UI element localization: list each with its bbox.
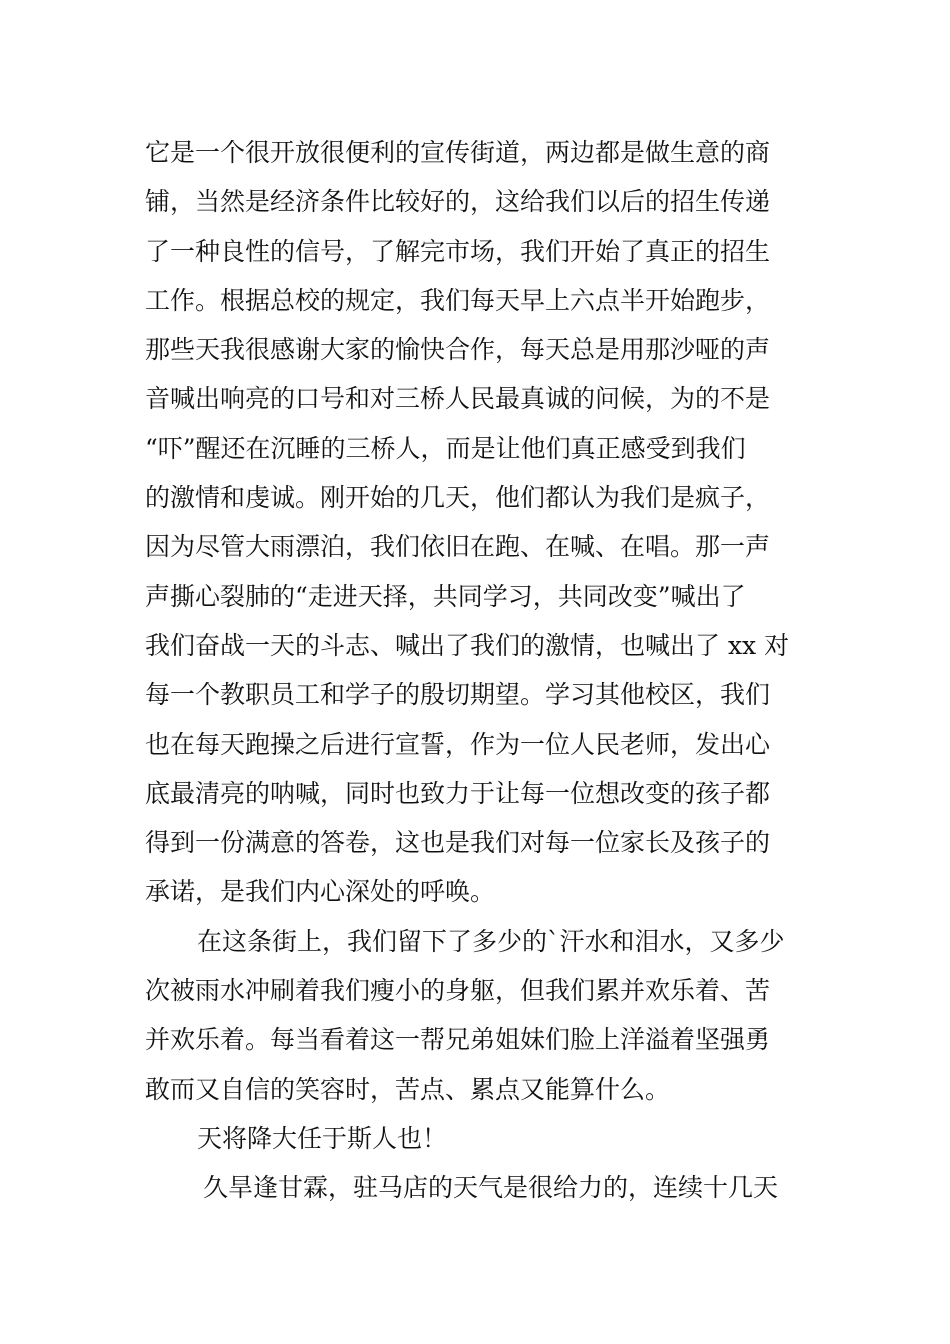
text-line: “吓”醒还在沉睡的三桥人，而是让他们真正感受到我们 (145, 433, 746, 463)
text-line: 我们奋战一天的斗志、喊出了我们的激情，也喊出了 xx 对 (145, 630, 790, 660)
text-line: 底最清亮的呐喊，同时也致力于让每一位想改变的孩子都 (145, 778, 771, 808)
text-line: 每一个教职员工和学子的殷切期望。学习其他校区，我们 (145, 680, 771, 710)
paragraph-start-line: 久旱逢甘霖，驻马店的天气是很给力的，连续十几天 (203, 1173, 779, 1203)
text-line: 工作。根据总校的规定，我们每天早上六点半开始跑步， (145, 285, 771, 315)
text-line: 铺，当然是经济条件比较好的，这给我们以后的招生传递 (145, 187, 771, 217)
text-line: 的激情和虔诚。刚开始的几天，他们都认为我们是疯子， (145, 483, 771, 513)
paragraph-start-line: 天将降大任于斯人也！ (197, 1123, 448, 1153)
text-line: 也在每天跑操之后进行宣誓，作为一位人民老师，发出心 (145, 729, 771, 759)
text-line: 并欢乐着。每当看着这一帮兄弟姐妹们脸上洋溢着坚强勇 (145, 1025, 771, 1055)
text-line: 音喊出响亮的口号和对三桥人民最真诚的问候，为的不是 (145, 384, 771, 414)
text-line: 因为尽管大雨漂泊，我们依旧在跑、在喊、在唱。那一声 (145, 532, 771, 562)
text-line: 次被雨水冲刷着我们瘦小的身躯，但我们累并欢乐着、苦 (145, 976, 771, 1006)
text-line: 它是一个很开放很便利的宣传街道，两边都是做生意的商 (145, 138, 771, 167)
text-line: 声撕心裂肺的“走进天择，共同学习，共同改变”喊出了 (145, 581, 746, 611)
body-text (145, 128, 815, 1213)
text-line: 那些天我很感谢大家的愉快合作，每天总是用那沙哑的声 (145, 335, 771, 365)
text-line: 敢而又自信的笑容时，苦点、累点又能算什么。 (145, 1074, 671, 1104)
text-line: 得到一份满意的答卷，这也是我们对每一位家长及孩子的 (145, 828, 771, 858)
text-line: 承诺，是我们内心深处的呼唤。 (145, 877, 496, 907)
paragraph-start-line: 在这条街上，我们留下了多少的`汗水和泪水，又多少 (197, 926, 785, 956)
text-line: 了一种良性的信号，了解完市场，我们开始了真正的招生 (145, 236, 771, 266)
